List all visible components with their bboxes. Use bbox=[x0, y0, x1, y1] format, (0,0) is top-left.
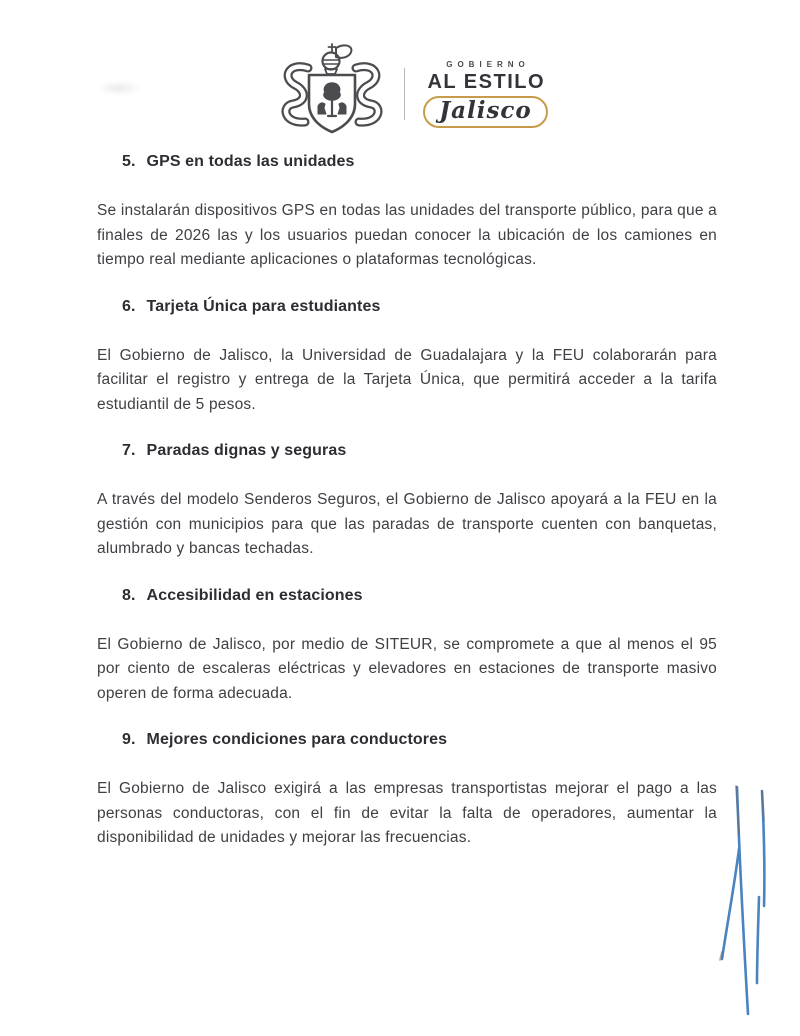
jalisco-coat-of-arms-icon bbox=[276, 42, 388, 146]
section-number: 8. bbox=[122, 586, 136, 604]
section-title: GPS en todas las unidades bbox=[146, 153, 355, 170]
section-heading bbox=[97, 441, 717, 461]
brand-jalisco-label: Jalisco bbox=[439, 97, 532, 124]
gobierno-jalisco-logo bbox=[276, 42, 548, 146]
brand-al-estilo-label: AL ESTILO bbox=[427, 71, 546, 93]
brand-text bbox=[423, 60, 548, 128]
section-5-gps bbox=[97, 152, 717, 273]
section-number: 6. bbox=[122, 297, 136, 315]
section-heading bbox=[97, 730, 717, 750]
scan-smudge bbox=[96, 80, 142, 96]
section-heading bbox=[97, 297, 717, 317]
section-body: A través del modelo Senderos Seguros, el Gobierno de Jalisco apoyará a la FEU en la gestión con municipios para que las paradas de transporte cuenten con banquetas, alumbrado y bancas techadas. bbox=[97, 491, 717, 557]
section-title: Tarjeta Única para estudiantes bbox=[146, 297, 381, 315]
section-number: 5. bbox=[122, 153, 136, 170]
brand-gobierno-label: GOBIERNO bbox=[446, 60, 530, 69]
section-body: El Gobierno de Jalisco, la Universidad de Guadalajara y la FEU colaborarán para facilitar el registro y entrega de la Tarjeta Única, que permitirá acceder a la tarifa estudiantil de 5 pesos. bbox=[97, 346, 717, 413]
header bbox=[0, 0, 800, 152]
section-body: El Gobierno de Jalisco exigirá a las empresas transportistas mejorar el pago a las personas conductoras, con el fin de evitar la falta de operadores, aumentar la disponibilidad de unidades y mejorar las frecuencias. bbox=[97, 780, 717, 846]
logo-divider bbox=[404, 68, 405, 120]
section-8-accesibilidad bbox=[97, 586, 717, 707]
section-6-tarjeta-unica bbox=[97, 297, 717, 418]
section-heading bbox=[97, 586, 717, 606]
section-title: Mejores condiciones para conductores bbox=[146, 731, 448, 748]
section-body: Se instalarán dispositivos GPS en todas las unidades del transporte público, para que a finales de 2026 las y los usuarios puedan conocer la ubicación de los camiones en tiempo real mediante aplicaciones o plataformas tecnológicas. bbox=[97, 202, 717, 268]
section-9-conductores bbox=[97, 730, 717, 851]
document-content bbox=[97, 152, 717, 851]
brand-jalisco-pill bbox=[423, 96, 548, 128]
section-7-paradas bbox=[97, 441, 717, 562]
section-title: Paradas dignas y seguras bbox=[146, 442, 347, 459]
section-body: El Gobierno de Jalisco, por medio de SITEUR, se compromete a que al menos el 95 por ciento de escaleras eléctricas y elevadores en estaciones de transporte masivo operen de forma adecuada. bbox=[97, 635, 717, 702]
section-title: Accesibilidad en estaciones bbox=[146, 586, 363, 604]
section-number: 9. bbox=[122, 731, 136, 748]
section-number: 7. bbox=[122, 442, 136, 459]
section-heading bbox=[97, 152, 717, 172]
